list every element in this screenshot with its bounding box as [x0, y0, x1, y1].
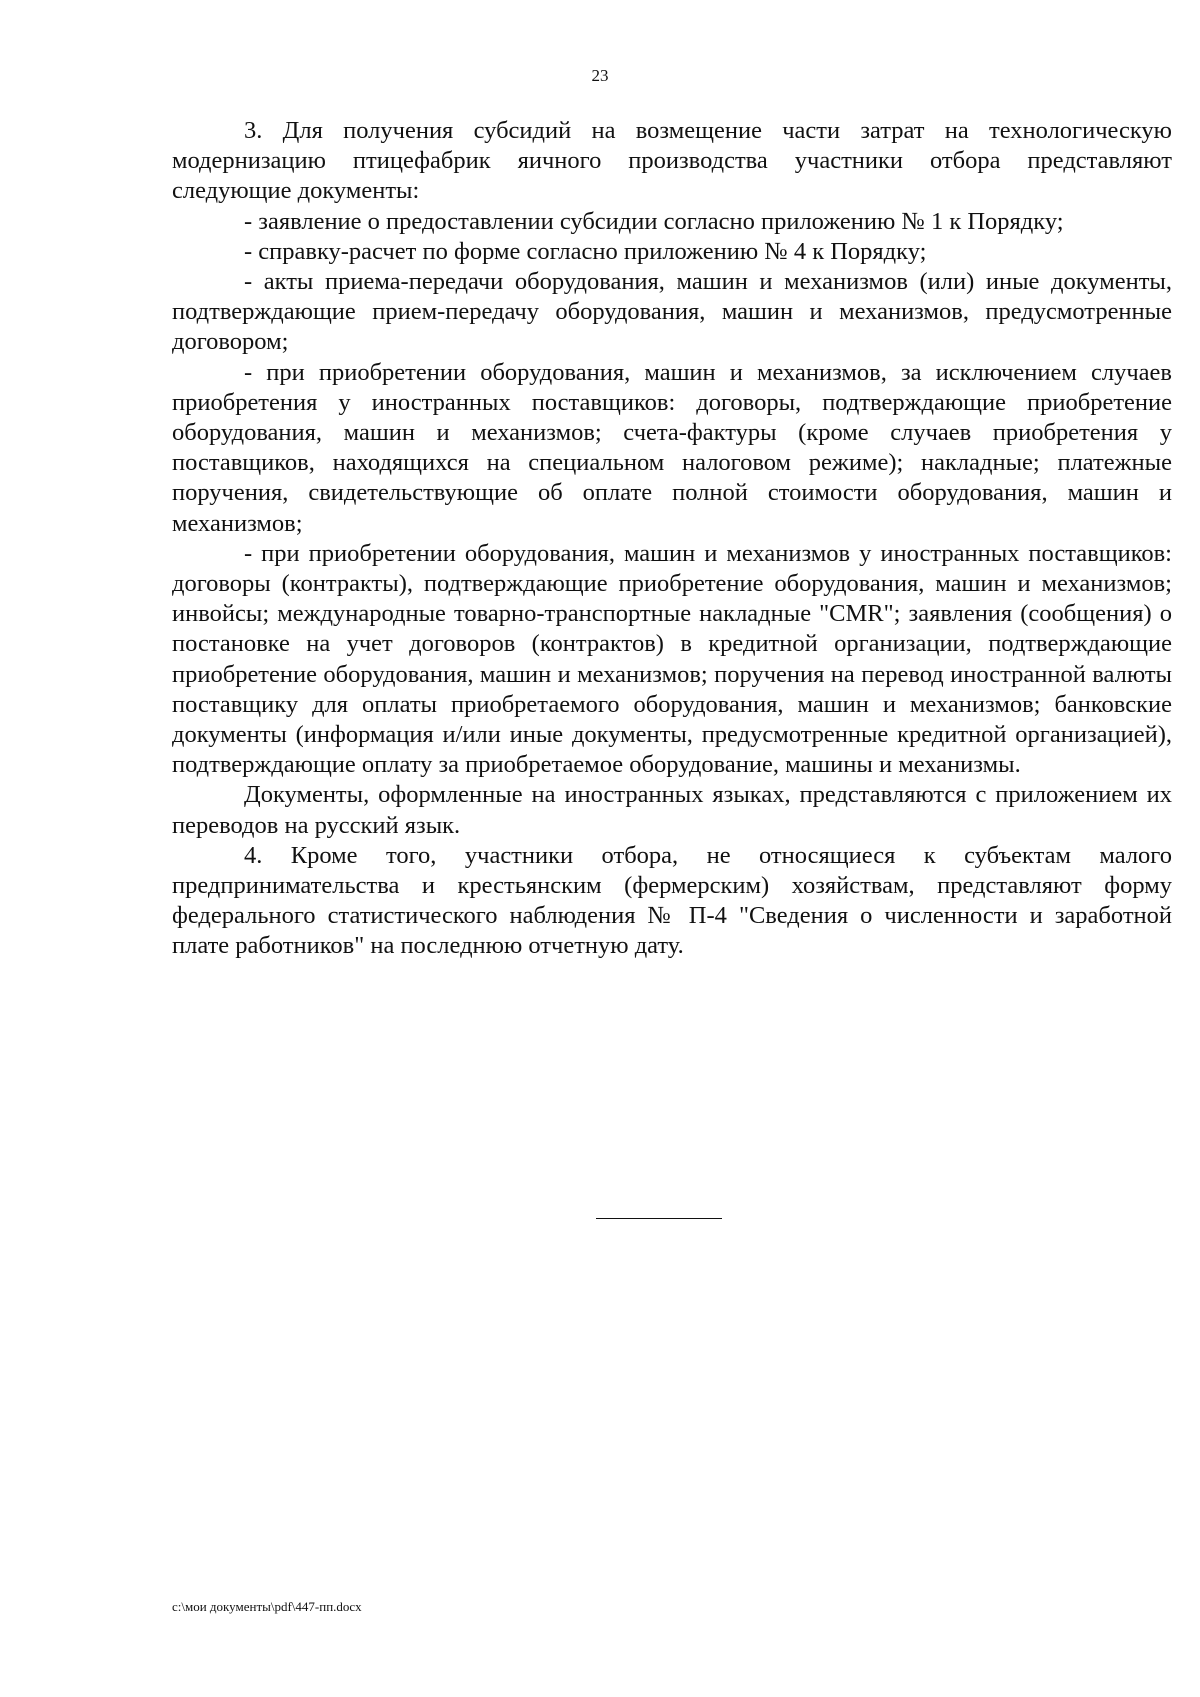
paragraph-item-4: 4. Кроме того, участники отбора, не относящиеся к субъектам малого предпринимательства и крестьянским (фермерским) хозяйствам, представляют форму федерального статистического наблюдения № П-4 "Сведения о численности и заработной плате работников" на последнюю отчетную дату.: [172, 841, 1172, 960]
footer-file-path: c:\мои документы\pdf\447-пп.docx: [172, 1599, 362, 1614]
end-separator-line: [596, 1218, 722, 1219]
paragraph-item-3: 3. Для получения субсидий на возмещение части затрат на технологическую модернизацию птицефабрик яичного производства участники отбора представляют следующие документы:: [172, 117, 1172, 205]
list-item-foreign-purchase: - при приобретении оборудования, машин и механизмов у иностранных поставщиков: договоры (контракты), подтверждающие приобретение оборудования, машин и механизмов; инвойсы; международные товарно-транспортные накладные "CMR"; заявления (сообщения) о постановке на учет договоров (контрактов) в кредитной организации, подтверждающие приобретение оборудования, машин и механизмов; поручения на перевод иностранной валюты поставщику для оплаты приобретаемого оборудования, машин и механизмов; банковские документы (информация и/или иные документы, предусмотренные кредитной организацией), подтверждающие оплату за приобретаемое оборудование, машины и механизмы.: [172, 539, 1172, 779]
paragraph-foreign-documents: Документы, оформленные на иностранных языках, представляются с приложением их переводов на русский язык.: [172, 781, 1172, 839]
list-item-application: - заявление о предоставлении субсидии согласно приложению № 1 к Порядку;: [244, 207, 1064, 235]
list-item-domestic-purchase: - при приобретении оборудования, машин и механизмов, за исключением случаев приобретения у иностранных поставщиков: договоры, подтверждающие приобретение оборудования, машин и механизмов; счета-фактуры (кроме случаев приобретения у поставщиков, находящихся на специальном налоговом режиме); накладные; платежные поручения, свидетельствующие об оплате полной стоимости оборудования, машин и механизмов;: [172, 358, 1172, 537]
list-item-calculation: - справку-расчет по форме согласно приложению № 4 к Порядку;: [244, 237, 927, 265]
document-body: [172, 116, 1172, 962]
page-number: 23: [591, 66, 609, 85]
list-item-transfer-acts: - акты приема-передачи оборудования, машин и механизмов (или) иные документы, подтверждающие прием-передачу оборудования, машин и механизмов, предусмотренные договором;: [172, 268, 1172, 356]
